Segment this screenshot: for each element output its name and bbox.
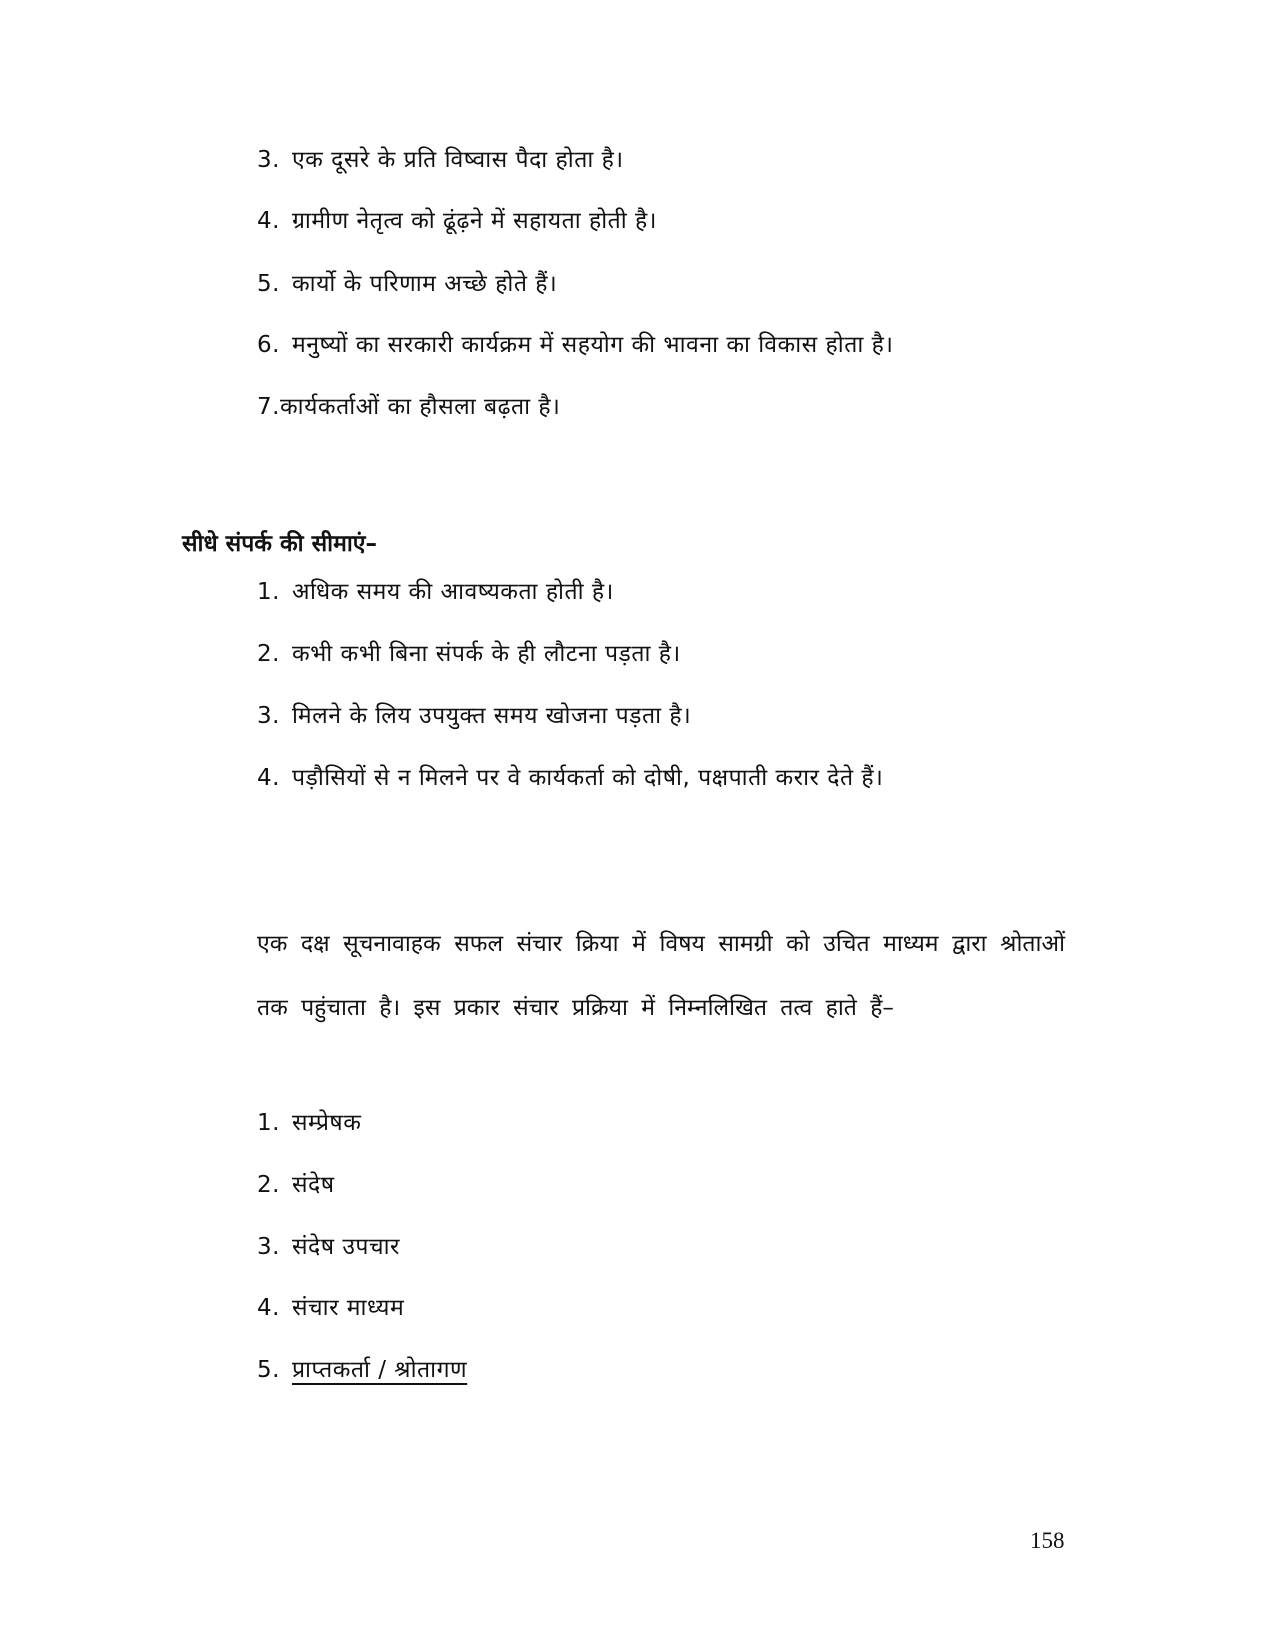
item-text: संदेष उपचार: [291, 1234, 400, 1260]
list-item: [257, 205, 657, 237]
item-text: संचार माध्यम: [291, 1295, 405, 1321]
item-number: 5.: [257, 1357, 280, 1383]
item-text: संदेष: [291, 1172, 335, 1198]
item-number: 7.: [257, 394, 280, 420]
item-text: मनुष्यों का सरकारी कार्यक्रम में सहयोग की भावना का विकास होता है।: [291, 332, 894, 358]
item-number: 3.: [257, 1234, 280, 1260]
list-item: [257, 1107, 361, 1139]
section-heading: सीधे संपर्क की सीमाएं–: [182, 531, 378, 557]
list-item: [257, 576, 614, 608]
item-number: 1.: [257, 1110, 280, 1136]
list-item: [257, 268, 557, 300]
body-paragraph: एक दक्ष सूचनावाहक सफल संचार क्रिया में विषय सामग्री को उचित माध्यम द्वारा श्रोताओं तक पहुंचाता है। इस प्रकार संचार प्रक्रिया में निम्नलिखित तत्व हाते हैं–: [257, 931, 1065, 1021]
item-text: ग्रामीण नेतृत्व को ढूंढ़ने में सहायता होती है।: [291, 208, 657, 234]
list-item: [257, 1292, 404, 1324]
item-number: 6.: [257, 332, 280, 358]
item-number: 3.: [257, 147, 280, 173]
list-item: [257, 391, 560, 423]
list-item: [257, 1169, 335, 1201]
list-item: [257, 1231, 400, 1263]
item-number: 2.: [257, 1172, 280, 1198]
item-number: 3.: [257, 703, 280, 729]
item-number: 5.: [257, 271, 280, 297]
item-text: कभी कभी बिना संपर्क के ही लौटना पड़ता है।: [291, 641, 681, 667]
item-number: 4.: [257, 208, 280, 234]
list-item: [257, 329, 894, 361]
list-item: [257, 700, 691, 732]
list-item: [257, 638, 681, 670]
item-number: 2.: [257, 641, 280, 667]
list-item: [257, 1354, 467, 1386]
item-text: कार्यो के परिणाम अच्छे होते हैं।: [291, 271, 558, 297]
list-item: [257, 762, 883, 794]
item-text: सम्प्रेषक: [291, 1110, 362, 1136]
item-text: अधिक समय की आवष्यकता होती है।: [291, 579, 614, 605]
item-text: पड़ौसियों से न मिलने पर वे कार्यकर्ता को दोषी, पक्षपाती करार देते हैं।: [291, 765, 884, 791]
item-text: एक दूसरे के प्रति विष्वास पैदा होता है।: [291, 147, 624, 173]
item-text: कार्यकर्ताओं का हौसला बढ़ता है।: [279, 394, 561, 420]
item-text: मिलने के लिय उपयुक्त समय खोजना पड़ता है।: [291, 703, 692, 729]
item-number: 1.: [257, 579, 280, 605]
item-number: 4.: [257, 1295, 280, 1321]
list-item: [257, 144, 624, 176]
page-number: 158: [1030, 1528, 1065, 1553]
item-number: 4.: [257, 765, 280, 791]
item-text: प्राप्तकर्ता / श्रोतागण: [291, 1357, 468, 1383]
